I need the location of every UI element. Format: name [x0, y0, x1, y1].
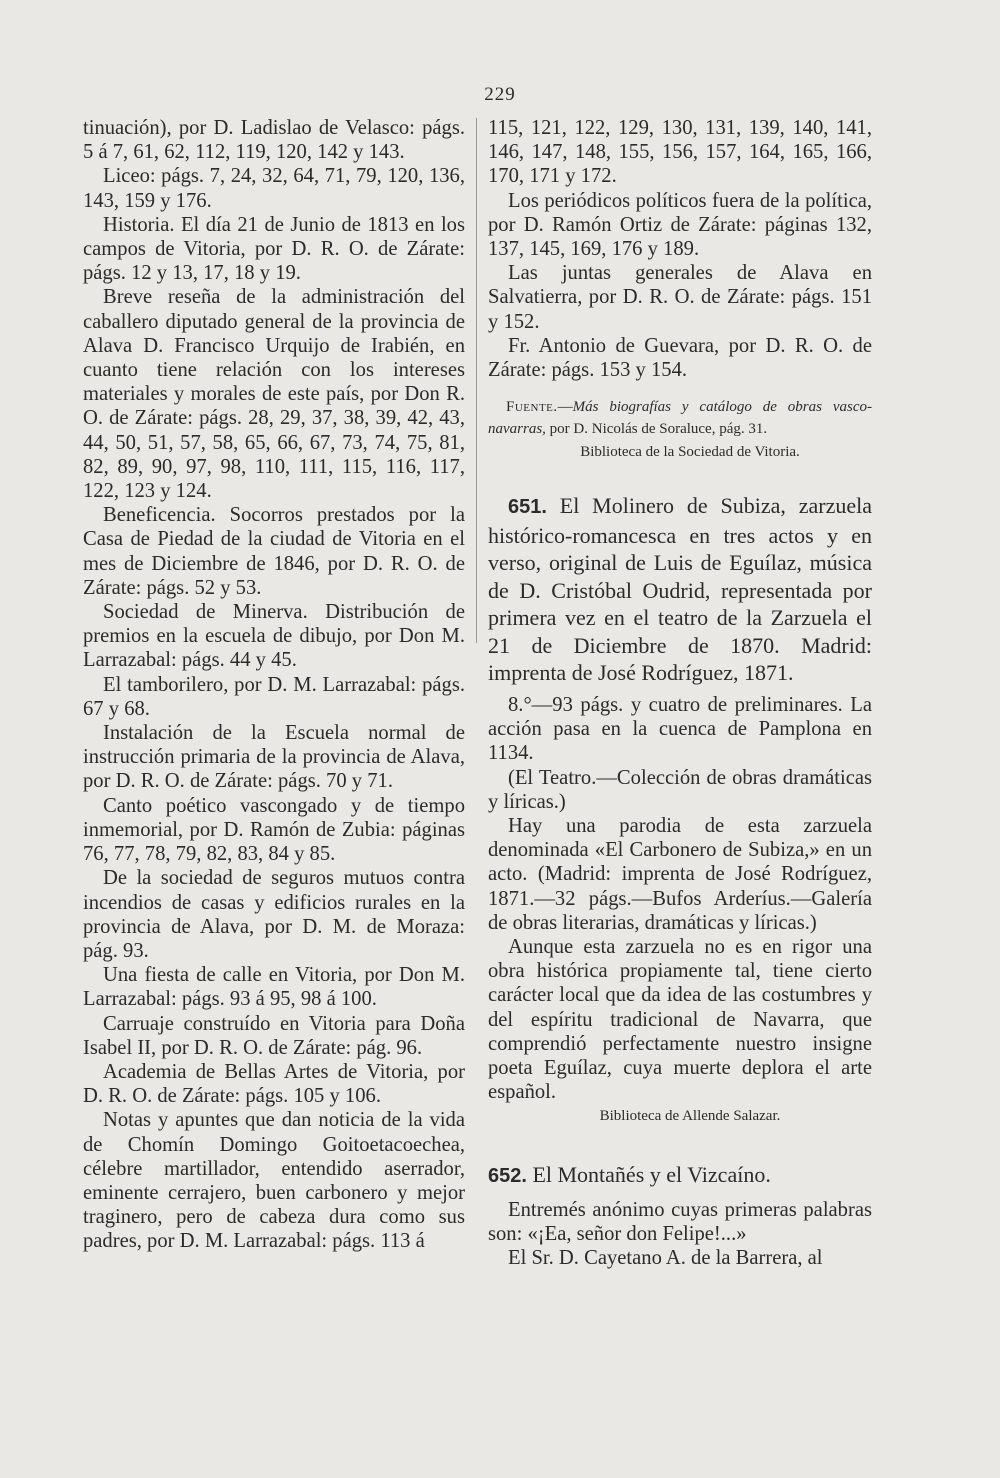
right-column [488, 116, 872, 1270]
right-paragraph: Fr. Antonio de Guevara, por D. R. O. de Zárate: págs. 153 y 154. [488, 334, 872, 382]
left-paragraph: Una fiesta de calle en Vitoria, por Don M. Larrazabal: págs. 93 á 95, 98 á 100. [83, 964, 465, 1011]
entry-paragraph: Hay una parodia de esta zarzuela denominada «El Carbonero de Subiza,» en un acto. (Madrid: imprenta de José Rodríguez, 1871.—32 págs.—Bufos Arderíus.—Galería de obras literarias, dramáticas y líricas.) [488, 814, 872, 934]
left-paragraph: tinuación), por D. Ladislao de Velasco: págs. 5 á 7, 61, 62, 112, 119, 120, 142 y 143. [83, 117, 465, 164]
entry-number: 652. [488, 1164, 527, 1187]
left-paragraph: Breve reseña de la administración del caballero diputado general de la provincia de Alava D. Francisco Urquijo de Irabién, en cuanto tiene relación con los intereses materiales y morales de este país, por Don R. O. de Zárate: págs. 28, 29, 37, 38, 39, 42, 43, 44, 50, 51, 57, 58, 65, 66, 67, 73, 74, 75, 81, 82, 89, 90, 97, 98, 110, 111, 115, 116, 117, 122, 123 y 124. [83, 286, 465, 503]
left-paragraph: Academia de Bellas Artes de Vitoria, por D. R. O. de Zárate: págs. 105 y 106. [83, 1060, 465, 1108]
left-paragraph: Canto poético vascongado y de tiempo inmemorial, por D. Ramón de Zubia: páginas 76, 77, 78, 79, 82, 83, 84 y 85. [83, 794, 465, 866]
left-paragraph: Historia. El día 21 de Junio de 1813 en los campos de Vitoria, por D. R. O. de Zárate: págs. 12 y 13, 17, 18 y 19. [83, 213, 465, 285]
column-divider [476, 118, 477, 643]
left-paragraph: Notas y apuntes que dan noticia de la vida de Chomín Domingo Goitoetacoechea, célebre martillador, entendido aserrador, eminente cerrajero, buen carbonero y mejor traginero, pero de cabeza dura como sus padres, por D. M. Larrazabal: págs. 113 á [83, 1109, 465, 1253]
source-dash: — [557, 399, 573, 416]
entry-paragraph: Aunque esta zarzuela no es en rigor una obra histórica propiamente tal, tiene cierto carácter local que da idea de las costumbres y del espíritu tradicional de Navarra, que comprendió perfectamente nuestro insigne poeta Eguílaz, cuya muerte deplora el arte español. [488, 935, 872, 1104]
entry-paragraph: El Sr. D. Cayetano A. de la Barrera, al [508, 1247, 823, 1269]
library-note: Biblioteca de Allende Salazar. [599, 1108, 781, 1125]
source-title: Más biografías y catálogo de obras vasco-navarras, [488, 399, 872, 438]
entry-651-body [488, 693, 872, 1104]
entry-title: El Montañés y el Vizcaíno. [526, 1161, 771, 1187]
left-paragraph: Beneficencia. Socorros prestados por la Casa de Piedad de la ciudad de Vitoria en el mes de Diciembre de 1846, por D. R. O. de Zárate: págs. 52 y 53. [83, 504, 465, 599]
source-note [488, 396, 872, 440]
left-paragraph: Instalación de la Escuela normal de instrucción primaria de la provincia de Alava, por D. R. O. de Zárate: págs. 70 y 71. [83, 722, 465, 793]
entry-paragraph: Entremés anónimo cuyas primeras palabras son: «¡Ea, señor don Felipe!...» [488, 1198, 872, 1245]
library-note: Biblioteca de la Sociedad de Vitoria. [580, 444, 800, 461]
right-paragraph: Las juntas generales de Alava en Salvatierra, por D. R. O. de Zárate: págs. 151 y 152. [488, 262, 872, 333]
entry-title: El Molinero de Subiza, zarzuela histórico-romancesca en tres actos y en verso, original de Luis de Eguílaz, música de D. Cristóbal Oudrid, representada por primera vez en el teatro de la Zarzuela el 21 de Diciembre de 1870. Madrid: imprenta de José Rodríguez, 1871. [488, 493, 872, 686]
source-label: Fuente. [506, 399, 558, 416]
entry-652-body [488, 1198, 872, 1271]
left-paragraph: Liceo: págs. 7, 24, 32, 64, 71, 79, 120, 136, 143, 159 y 176. [83, 165, 465, 212]
left-column [83, 116, 465, 1254]
entry-652 [488, 1161, 872, 1190]
left-paragraph: El tamborilero, por D. M. Larrazabal: págs. 67 y 68. [83, 673, 465, 720]
right-paragraph: 115, 121, 122, 129, 130, 131, 139, 140, 141, 146, 147, 148, 155, 156, 157, 164, 165, 166, 170, 171 y 172. [488, 117, 872, 188]
page-number: 229 [484, 84, 516, 105]
entry-number: 651. [508, 496, 547, 519]
entry-paragraph: (El Teatro.—Colección de obras dramáticas y líricas.) [488, 766, 872, 813]
left-paragraph: Carruaje construído en Vitoria para Doña Isabel II, por D. R. O. de Zárate: pág. 96. [83, 1012, 465, 1059]
right-paragraph: Los periódicos políticos fuera de la política, por D. Ramón Ortiz de Zárate: páginas 132, 137, 145, 169, 176 y 189. [488, 189, 872, 261]
left-paragraph: De la sociedad de seguros mutuos contra incendios de casas y edificios rurales en la provincia de Alava, por D. M. de Moraza: pág. 93. [83, 867, 465, 962]
entry-651 [488, 492, 872, 687]
source-author: por D. Nicolás de Soraluce, pág. 31. [545, 421, 768, 438]
left-paragraph: Sociedad de Minerva. Distribución de premios en la escuela de dibujo, por Don M. Larrazabal: págs. 44 y 45. [83, 601, 465, 672]
entry-paragraph: 8.°—93 págs. y cuatro de preliminares. La acción pasa en la cuenca de Pamplona en 1134. [488, 693, 872, 765]
